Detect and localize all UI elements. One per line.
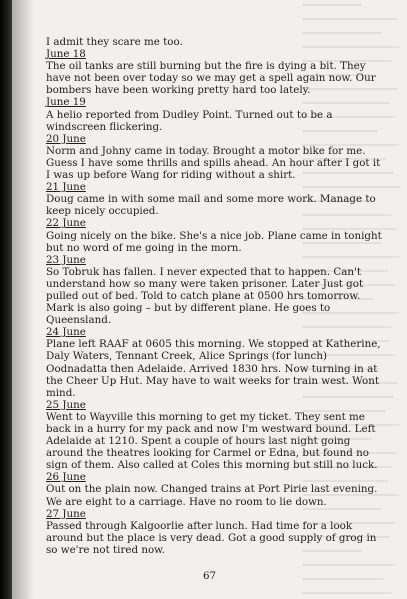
entry-20-june [46, 133, 386, 181]
entry-27-june [46, 508, 386, 556]
entry-date: 23 June [46, 253, 86, 266]
intro-line: I admit they scare me too. [46, 36, 183, 48]
entry-date: 27 June [46, 507, 86, 520]
entry-date: 26 June [46, 471, 86, 484]
entry-text: Plane left RAAF at 0605 this morning. We stopped at Katherine, Daly Waters, Tennant Creek, Alice Springs (for lunch) Oodnadatta then Adelaide. Arrived 1830 hrs. Now turning in at the Cheer Up Hut. May have to wait weeks for train west. Wont mind. [46, 338, 381, 399]
entry-text: A helio reported from Dudley Point. Turned out to be a windscreen flickering. [46, 108, 333, 133]
entry-date: June 19 [46, 96, 86, 109]
page-number: 67 [202, 570, 217, 582]
entry-date: 24 June [46, 326, 86, 339]
entry-26-june [46, 471, 386, 507]
entry-date: June 18 [46, 48, 86, 61]
entry-date: 20 June [46, 132, 86, 145]
book-page [12, 0, 407, 599]
entry-text: Doug came in with some mail and some more work. Manage to keep nicely occupied. [46, 193, 376, 218]
entry-text: Went to Wayville this morning to get my ticket. They sent me back in a hurry for my pack and now I'm westward bound. Left Adelaide at 1210. Spent a couple of hours last night going around the theatres looking for Carmel or Edna, but found no sign of them. Also called at Coles this morning but still no luck. [46, 410, 378, 472]
diary-text [46, 36, 386, 556]
entry-date: 22 June [46, 217, 86, 230]
entry-date: 21 June [46, 181, 86, 194]
entry-text: So Tobruk has fallen. I never expected that to happen. Can't understand how so many were taken prisoner. Later Just got pulled out of bed. Told to catch plane at 0500 hrs tomorrow. Mark is also going – but by different plane. He goes to Queensland. [46, 265, 364, 327]
entry-text: Passed through Kalgoorlie after lunch. Had time for a look around but the place is very dead. Got a good supply of grog in so we're not tired now. [46, 519, 377, 556]
entry-text: The oil tanks are still burning but the fire is dying a bit. They have not been over today so we may get a spell again now. Our bombers have been working pretty hard too lately. [46, 60, 376, 97]
book-spine-shadow [0, 0, 12, 599]
entry-23-june [46, 254, 386, 327]
entry-text: Out on the plain now. Changed trains at Port Pirie last evening. We are eight to a carriage. Have no room to lie down. [46, 483, 378, 508]
entry-text: Going nicely on the bike. She's a nice job. Plane came in tonight but no word of me going in the morn. [46, 229, 382, 254]
entry-21-june [46, 181, 386, 217]
entry-june-19 [46, 96, 386, 132]
entry-june-18 [46, 48, 386, 96]
entry-date: 25 June [46, 398, 86, 411]
entry-22-june [46, 217, 386, 253]
entry-text: Norm and Johny came in today. Brought a motor bike for me. Guess I have some thrills and spills ahead. An hour after I got it I was up before Wang for riding without a shirt. [46, 144, 381, 182]
entry-25-june [46, 399, 386, 472]
entry-24-june [46, 326, 386, 399]
